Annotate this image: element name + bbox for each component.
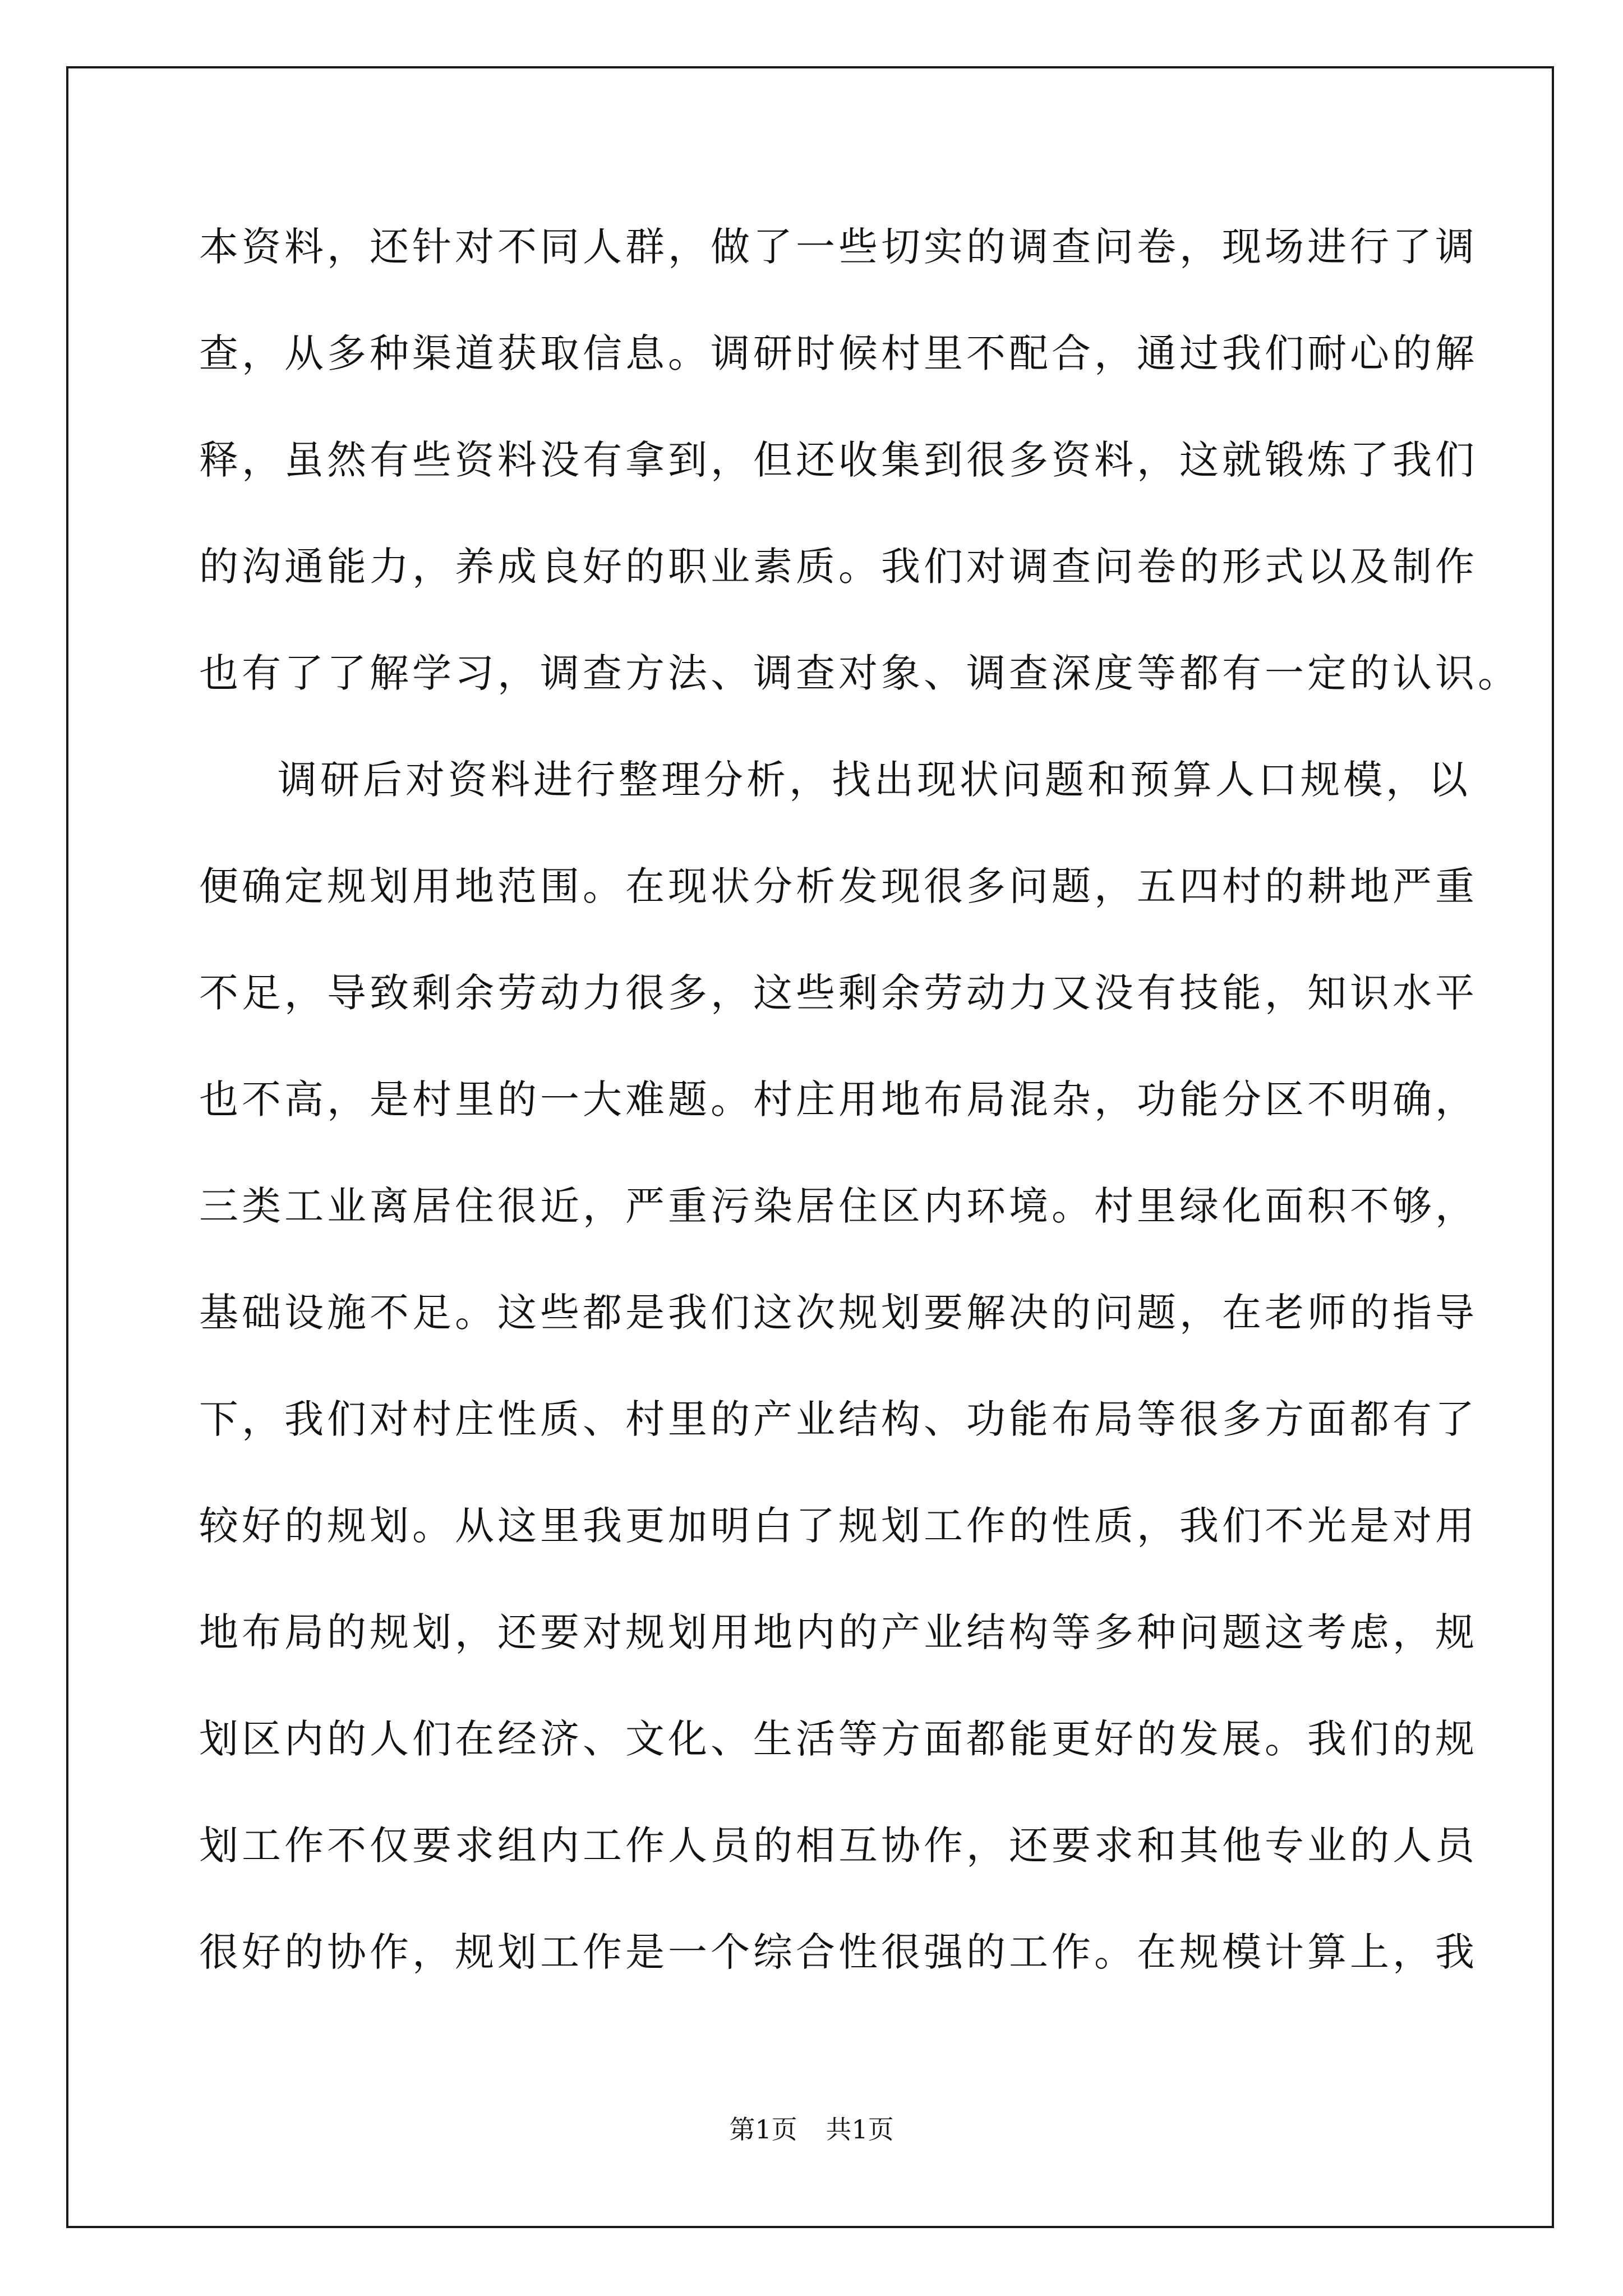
text-line: 较好的规划。从这里我更加明白了规划工作的性质，我们不光是对用: [199, 1503, 1478, 1549]
text-line: 地布局的规划，还要对规划用地内的产业结构等多种问题这考虑，规: [199, 1609, 1478, 1655]
page-number-current: 第1页: [729, 2114, 797, 2145]
text-line: 下，我们对村庄性质、村里的产业结构、功能布局等很多方面都有了: [199, 1396, 1478, 1442]
text-line: 本资料，还针对不同人群，做了一些切实的调查问卷，现场进行了调: [199, 224, 1478, 270]
text-line: 基础设施不足。这些都是我们这次规划要解决的问题，在老师的指导: [199, 1290, 1478, 1336]
page-footer: [0, 2109, 1623, 2146]
text-line: 划工作不仅要求组内工作人员的相互协作，还要求和其他专业的人员: [199, 1823, 1478, 1869]
text-line: 很好的协作，规划工作是一个综合性很强的工作。在规模计算上，我: [199, 1929, 1478, 1975]
document-body: [199, 216, 1520, 2028]
text-line: 查，从多种渠道获取信息。调研时候村里不配合，通过我们耐心的解: [199, 330, 1478, 376]
text-line: 不足，导致剩余劳动力很多，这些剩余劳动力又没有技能，知识水平: [199, 970, 1478, 1016]
text-line: 三类工业离居住很近，严重污染居住区内环境。村里绿化面积不够，: [199, 1183, 1478, 1229]
text-line: 划区内的人们在经济、文化、生活等方面都能更好的发展。我们的规: [199, 1716, 1478, 1762]
text-line: 也有了了解学习，调查方法、调查对象、调查深度等都有一定的认识。: [199, 650, 1520, 696]
text-line: 的沟通能力，养成良好的职业素质。我们对调查问卷的形式以及制作: [199, 544, 1478, 590]
text-line: 也不高，是村里的一大难题。村庄用地布局混杂，功能分区不明确，: [199, 1076, 1478, 1122]
text-line: 释，虽然有些资料没有拿到，但还收集到很多资料，这就锻炼了我们: [199, 437, 1478, 483]
page-number-total: 共1页: [826, 2114, 894, 2145]
text-line: 便确定规划用地范围。在现状分析发现很多问题，五四村的耕地严重: [199, 863, 1478, 909]
paragraph-start-line: 调研后对资料进行整理分析，找出现状问题和预算人口规模，以: [278, 757, 1471, 803]
